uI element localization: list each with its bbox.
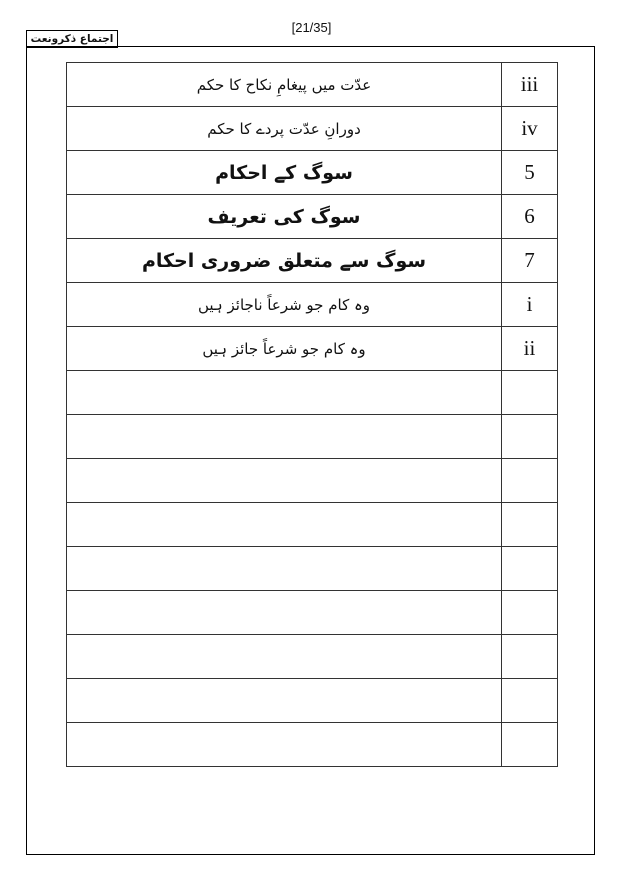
row-title [67,679,502,723]
header-tag: اجتماع ذکرونعت [26,30,118,48]
table-row [67,723,558,767]
table-row [67,459,558,503]
table-row [67,283,558,327]
row-title: سوگ سے متعلق ضروری احکام [67,239,502,283]
row-title: عدّت میں پیغامِ نکاح کا حکم [67,63,502,107]
row-title [67,459,502,503]
page-number: [21/35] [291,20,332,35]
table-row [67,371,558,415]
table-row [67,679,558,723]
toc-table [66,62,558,767]
table-row [67,195,558,239]
row-title [67,547,502,591]
table-row [67,63,558,107]
row-number: 7 [502,239,558,283]
row-number [502,415,558,459]
row-title: سوگ کے احکام [67,151,502,195]
row-number: i [502,283,558,327]
row-number [502,679,558,723]
row-title [67,503,502,547]
row-title: سوگ کی تعریف [67,195,502,239]
row-title: وہ کام جو شرعاً جائز ہیں [67,327,502,371]
table-row [67,635,558,679]
row-number: iii [502,63,558,107]
row-title: دورانِ عدّت پردے کا حکم [67,107,502,151]
row-title [67,591,502,635]
row-title: وہ کام جو شرعاً ناجائز ہیں [67,283,502,327]
row-number: ii [502,327,558,371]
row-number [502,591,558,635]
row-number [502,459,558,503]
row-title [67,723,502,767]
table-row [67,239,558,283]
row-title [67,415,502,459]
row-number: 6 [502,195,558,239]
table-row [67,547,558,591]
row-title [67,371,502,415]
table-row [67,591,558,635]
table-row [67,327,558,371]
table-row [67,415,558,459]
row-number: 5 [502,151,558,195]
row-number: iv [502,107,558,151]
table-row [67,107,558,151]
row-number [502,723,558,767]
row-number [502,635,558,679]
row-title [67,635,502,679]
table-row [67,151,558,195]
table-row [67,503,558,547]
row-number [502,371,558,415]
row-number [502,503,558,547]
row-number [502,547,558,591]
